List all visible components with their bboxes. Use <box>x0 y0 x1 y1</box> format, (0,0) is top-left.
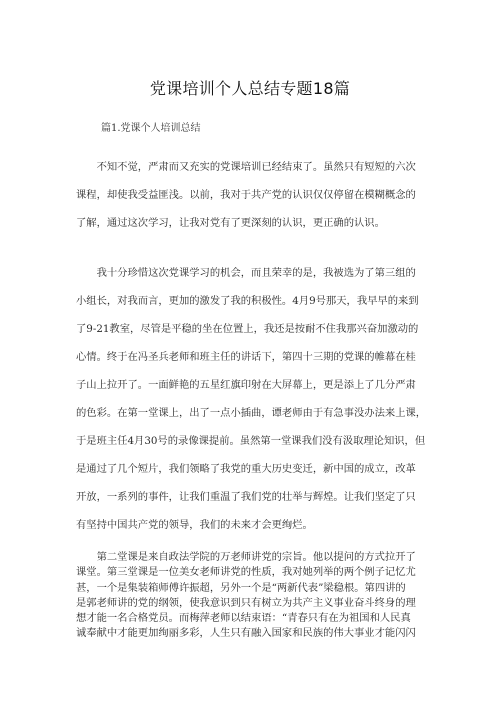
paragraph-line: 是郭老师讲的党的纲领，使我意识到只有树立为共产主义事业奋斗终身的理 <box>76 596 416 609</box>
paragraph-line: 想才能一名合格党员。而梅萍老师以结束语：“青春只有在为祖国和人民真 <box>76 612 411 625</box>
paragraph-line: 子山上拉开了。一面鲜艳的五星红旗印射在大屏幕上，更是添上了几分严肃 <box>76 379 416 391</box>
paragraph-3 <box>76 550 426 642</box>
paragraph-line: 甚，一个是集装箱师傅许振超，另外一个是“两新代表”梁稳根。第四讲的 <box>76 581 406 594</box>
section-heading: 篇1.党课个人培训总结 <box>101 123 201 134</box>
paragraph-line: 诚奉献中才能更加绚丽多彩，人生只有融入国家和民族的伟大事业才能闪闪 <box>76 627 416 640</box>
paragraph-line: 心情。终于在冯圣兵老师和班主任的讲话下，第四十三期的党课的帷幕在桂 <box>76 351 416 363</box>
paragraph-line: 了解，通过这次学习，让我对党有了更深刻的认识，更正确的认识。 <box>76 217 385 229</box>
document-title: 党课培训个人总结专题18篇 <box>149 79 351 98</box>
paragraph-line: 第二堂课是来自政法学院的万老师讲党的宗旨。他以提问的方式拉开了 <box>76 551 416 563</box>
paragraph-line: 小组长，对我而言，更加的激发了我的积极性。4月9号那天，我早早的来到 <box>76 295 419 307</box>
paragraph-line: 了9-21教室，尽管是平稳的坐在位置上，我还是按耐不住我那兴奋加激动的 <box>76 323 419 335</box>
paragraph-line: 课程，却使我受益匪浅。以前，我对于共产党的认识仅仅停留在模糊概念的 <box>76 189 416 201</box>
paragraph-line: 的色彩。在第一堂课上，出了一点小插曲，谭老师由于有急事没办法来上课， <box>76 407 427 419</box>
paragraph-line: 于是班主任4月30号的录像课提前。虽然第一堂课我们没有汲取理论知识，但 <box>76 435 426 447</box>
paragraph-line: 是通过了几个短片，我们领略了我党的重大历史变迁，新中国的成立，改革 <box>76 463 416 475</box>
paragraph-line: 我十分珍惜这次党课学习的机会，而且荣幸的是，我被选为了第三组的 <box>76 267 416 279</box>
paragraph-line: 课堂。第三堂课是一位美女老师讲党的性质，我对她列举的两个例子记忆尤 <box>76 566 416 579</box>
paragraph-line: 不知不觉，严肃而又充实的党课培训已经结束了。虽然只有短短的六次 <box>76 161 416 173</box>
paragraph-2 <box>76 259 426 539</box>
paragraph-1 <box>76 153 426 237</box>
paragraph-line: 有坚持中国共产党的领导，我们的未来才会更绚烂。 <box>76 519 313 531</box>
paragraph-line: 开放，一系列的事件，让我们重温了我们党的壮举与辉煌。让我们坚定了只 <box>76 491 416 503</box>
